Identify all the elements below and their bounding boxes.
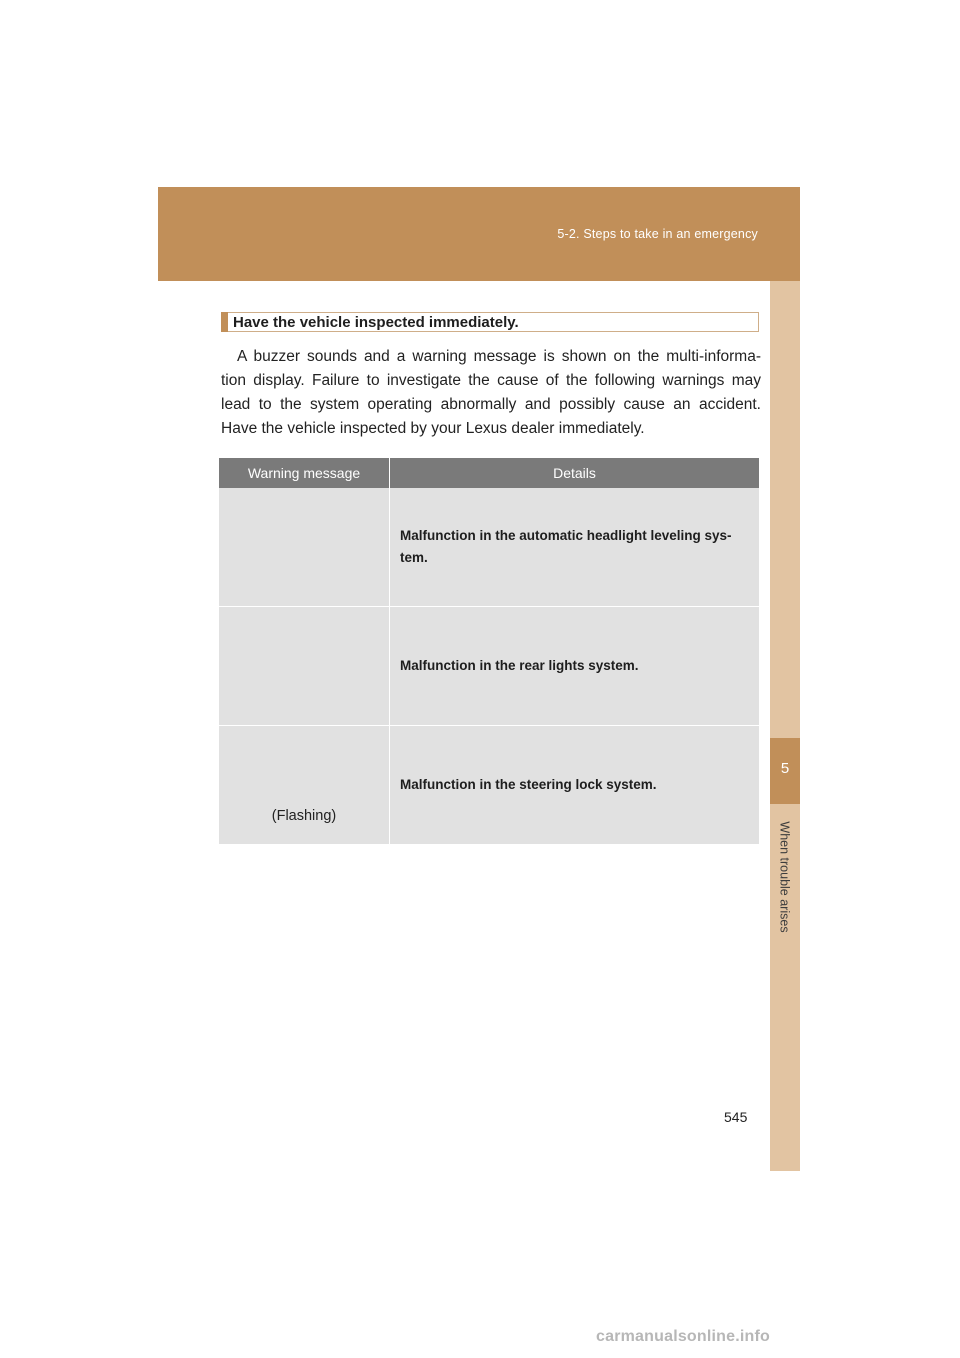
details-cell: Malfunction in the automatic headlight leveling sys-tem. bbox=[390, 488, 760, 607]
section-breadcrumb: 5-2. Steps to take in an emergency bbox=[557, 227, 758, 241]
chapter-number-box bbox=[770, 738, 800, 804]
header-warning-message: Warning message bbox=[219, 458, 390, 488]
table-header-row bbox=[219, 458, 759, 488]
flashing-note: (Flashing) bbox=[271, 808, 337, 824]
heading-accent-bar bbox=[221, 312, 228, 332]
warning-message-cell bbox=[219, 488, 390, 607]
warning-message-cell bbox=[219, 726, 390, 845]
intro-line: lead to the system operating abnormally and possibly cause an accident. bbox=[221, 396, 761, 413]
warning-table bbox=[219, 458, 759, 845]
section-heading-text: Have the vehicle inspected immediately. bbox=[233, 314, 519, 331]
warning-message-cell bbox=[219, 607, 390, 726]
intro-line: Have the vehicle inspected by your Lexus dealer immediately. bbox=[221, 420, 645, 437]
page-number: 545 bbox=[724, 1109, 748, 1125]
side-tab bbox=[770, 281, 800, 1171]
table-row bbox=[219, 726, 759, 845]
intro-line: tion display. Failure to investigate the cause of the following warnings may bbox=[221, 372, 761, 389]
intro-paragraph bbox=[221, 345, 761, 441]
chapter-number: 5 bbox=[780, 760, 790, 777]
chapter-title bbox=[770, 812, 800, 942]
chapter-title-text: When trouble arises bbox=[778, 821, 793, 933]
table-row bbox=[219, 488, 759, 607]
header-band bbox=[158, 187, 800, 281]
header-details: Details bbox=[390, 458, 760, 488]
table-row bbox=[219, 607, 759, 726]
watermark: carmanualsonline.info bbox=[596, 1328, 771, 1345]
section-heading bbox=[221, 312, 759, 332]
intro-line: A buzzer sounds and a warning message is shown on the multi-informa- bbox=[237, 348, 761, 365]
details-cell: Malfunction in the steering lock system. bbox=[390, 726, 760, 845]
details-cell: Malfunction in the rear lights system. bbox=[390, 607, 760, 726]
